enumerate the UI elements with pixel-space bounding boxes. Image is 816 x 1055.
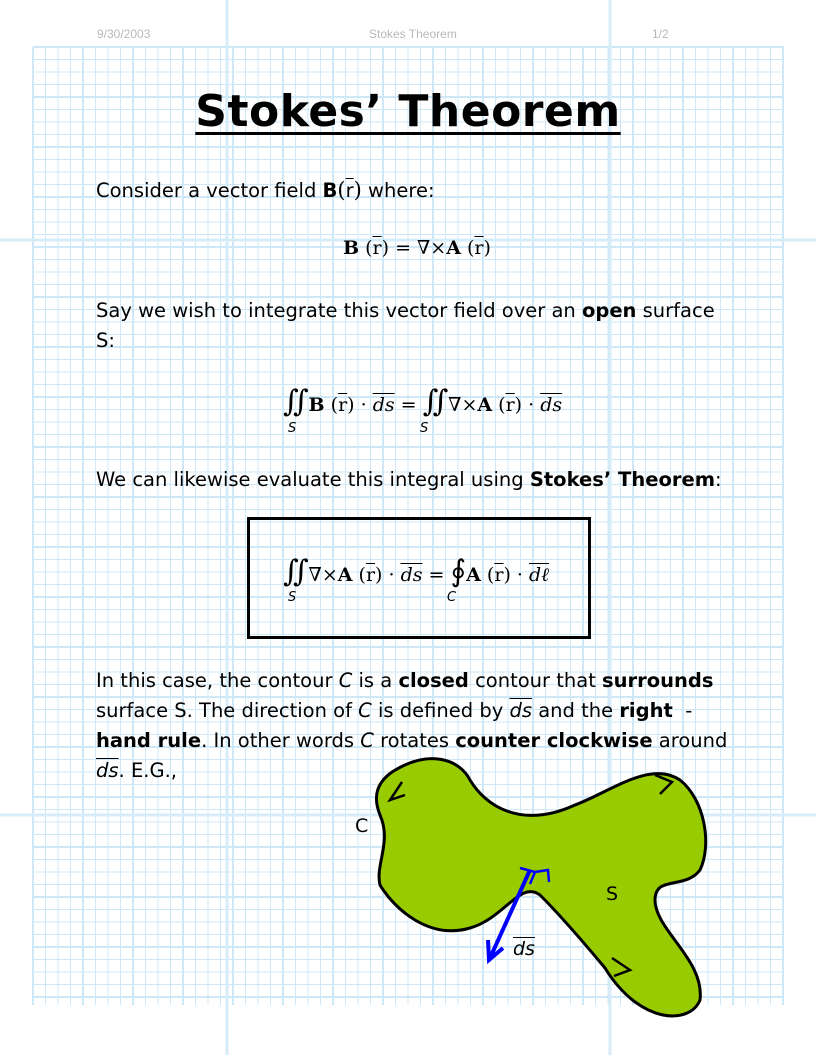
equation-b-curl-a: B $(\overline{r}) = \nabla\times A$ $(\overline{r})$ (343, 237, 491, 259)
paragraph-intro: Consider a vector field $B(\overline{r})$ where: (96, 178, 435, 202)
paragraph-stokes-intro: We can likewise evaluate this integral using Stokes’ Theorem: (96, 468, 722, 491)
integral-subscript-s: S (288, 421, 297, 436)
header-date: 9/30/2003 (97, 27, 151, 41)
integral-subscript-c: C (447, 590, 457, 605)
figure-label-s: S (606, 883, 619, 905)
surface-s-shape (376, 759, 705, 1016)
equation-stokes-theorem: ∬∇×A $(\overline{r}) \cdot \overline{ds}$ = ∮A $(\overline{r})$ · dℓ (283, 554, 550, 589)
paragraph-surface-integral: Say we wish to integrate this vector field over an open surface (96, 299, 715, 322)
paragraph-contour-line3: hand rule. In other words C rotates counter clockwise around (96, 729, 728, 752)
figure-label-c: C (355, 815, 369, 837)
paragraph-surface-integral-line2: S: (96, 329, 115, 352)
figure-label-ds: $\overline{ds}$ (513, 938, 535, 960)
paragraph-contour-line2: surface S. The direction of C is defined by $\overline{ds}$ and the right - (96, 699, 693, 722)
header-title: Stokes Theorem (369, 27, 457, 41)
paragraph-contour-line4: $\overline{ds}$. E.G., (96, 759, 177, 782)
integral-subscript-s: S (288, 590, 297, 605)
integral-subscript-s: S (420, 421, 429, 436)
page-title: Stokes’ Theorem (195, 86, 621, 137)
header-page-number: 1/2 (652, 27, 669, 41)
equation-surface-integral: ∬B $(\overline{r}) \cdot \overline{ds}$ = ∬∇×A $(\overline{r}) \cdot \overline{ds}$ (283, 384, 563, 419)
paragraph-contour-line1: In this case, the contour C is a closed contour that surrounds (96, 669, 714, 692)
